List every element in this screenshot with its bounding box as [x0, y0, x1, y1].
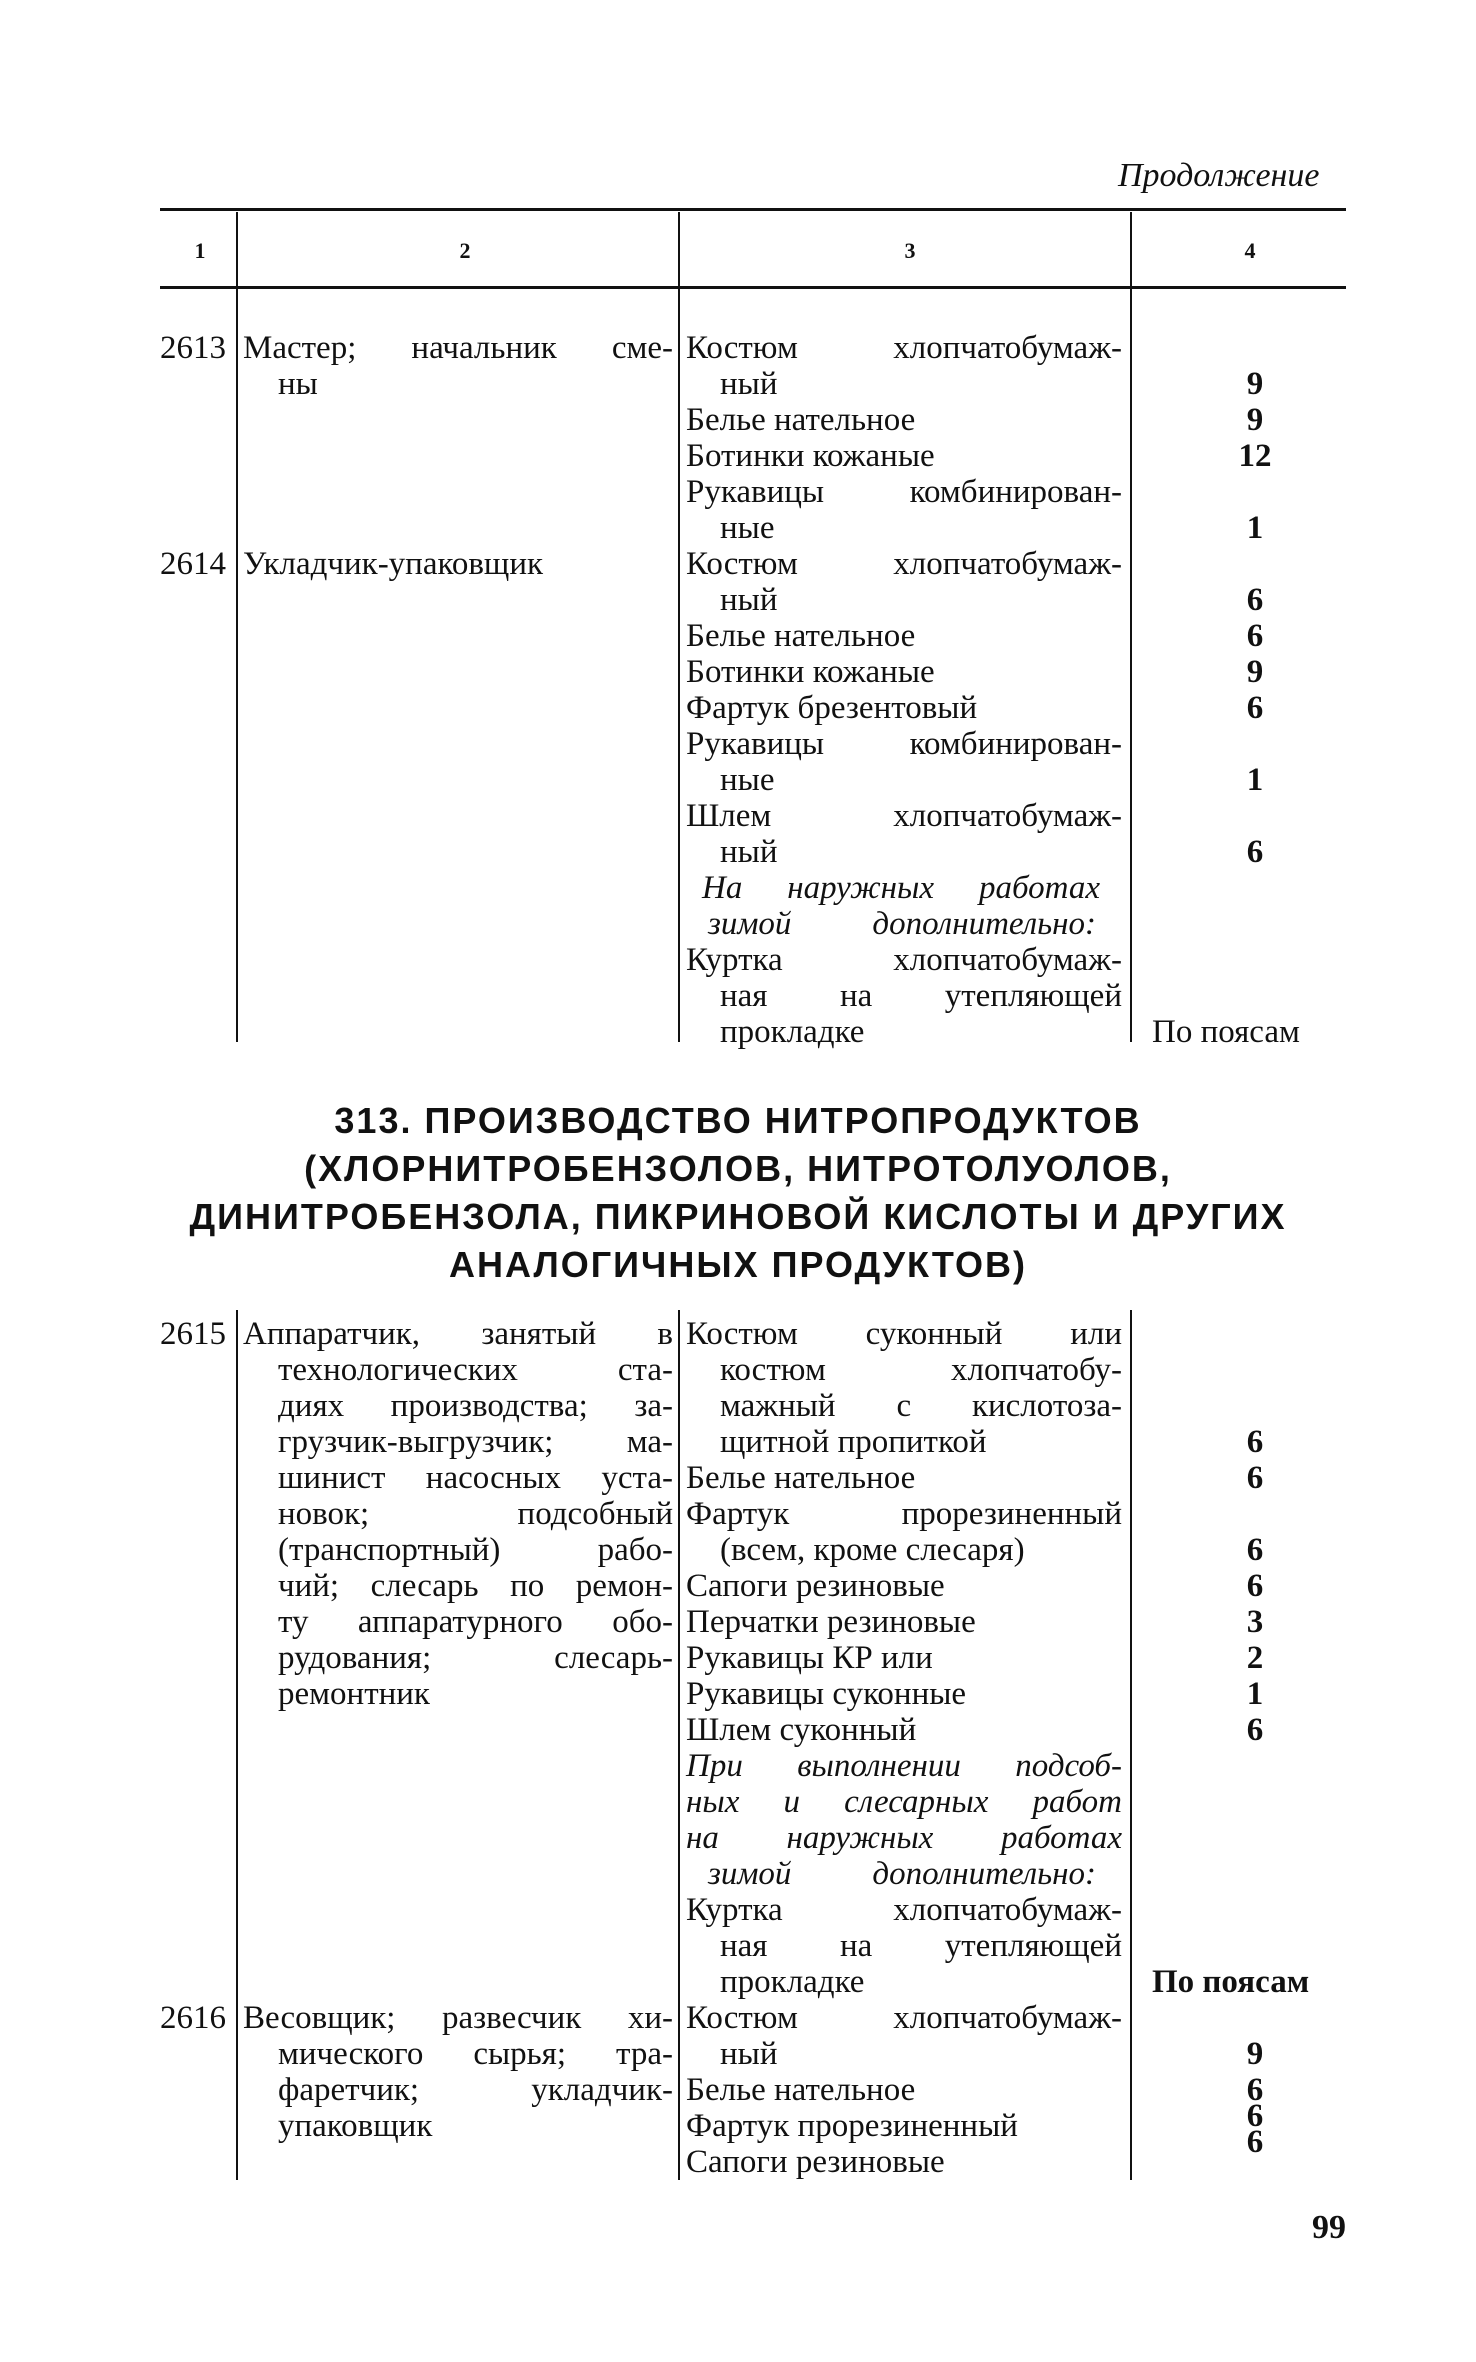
col-header-4: 4: [1244, 238, 1256, 263]
row-code: 2614: [160, 546, 226, 582]
item-line: Рукавицы КР или: [686, 1640, 933, 1676]
item-line: ный: [720, 834, 778, 870]
item-line: Шлем суконный: [686, 1712, 917, 1748]
item-line: Ботинки кожаные: [686, 438, 935, 474]
col-divider: [678, 212, 680, 1042]
item-line: Сапоги резиновые: [686, 2144, 945, 2180]
profession-line: фаретчик; укладчик-: [278, 2072, 673, 2108]
item-line: Белье нательное: [686, 2072, 916, 2108]
item-line: Фартук брезентовый: [686, 690, 978, 726]
item-line: Шлем хлопчатобумаж-: [686, 798, 1122, 834]
item-value: 6: [1246, 1424, 1264, 1460]
item-line: Фартук прорезиненный: [686, 1496, 1122, 1532]
item-line: мажный с кислотоза-: [720, 1388, 1122, 1424]
item-value: По поясам: [1152, 1014, 1300, 1050]
col-divider: [236, 212, 238, 1042]
item-value: 1: [1246, 762, 1264, 798]
profession-line: диях производства; за-: [278, 1388, 673, 1424]
item-note: При выполнении подсоб-: [686, 1748, 1122, 1784]
table-header-rule: [160, 286, 1346, 289]
item-value: 6: [1246, 1568, 1264, 1604]
profession-line: ту аппаратурного обо-: [278, 1604, 673, 1640]
item-value: 6: [1246, 1460, 1264, 1496]
col-header-2: 2: [459, 238, 471, 263]
item-line: Куртка хлопчатобумаж-: [686, 1892, 1122, 1928]
item-value: 6: [1246, 834, 1264, 870]
item-line: ные: [720, 762, 775, 798]
col-header-3: 3: [904, 238, 916, 263]
item-line: Белье нательное: [686, 402, 916, 438]
item-value: 9: [1246, 402, 1264, 438]
item-value: 6: [1246, 690, 1264, 726]
item-value: 1: [1246, 1676, 1264, 1712]
profession-line: Мастер; начальник сме-: [243, 330, 673, 366]
item-value: 6: [1246, 1712, 1264, 1748]
item-line: Рукавицы комбинирован-: [686, 726, 1122, 762]
profession-line: Аппаратчик, занятый в: [243, 1316, 673, 1352]
item-line: ный: [720, 366, 778, 402]
item-note: зимой дополнительно:: [708, 906, 1096, 942]
profession-line: шинист насосных уста-: [278, 1460, 673, 1496]
col-divider: [1130, 1310, 1132, 2180]
profession-line: ремонтник: [278, 1676, 430, 1712]
item-line: Ботинки кожаные: [686, 654, 935, 690]
profession-line: Укладчик-упаковщик: [243, 546, 544, 582]
profession-line: упаковщик: [278, 2108, 433, 2144]
item-line: Костюм хлопчатобумаж-: [686, 2000, 1122, 2036]
profession-line: новок; подсобный: [278, 1496, 673, 1532]
item-line: Костюм суконный или: [686, 1316, 1122, 1352]
item-value: 6: [1246, 1532, 1264, 1568]
item-line: Костюм хлопчатобумаж-: [686, 330, 1122, 366]
col-header-1: 1: [194, 238, 206, 263]
profession-line: (транспортный) рабо-: [278, 1532, 673, 1568]
item-value: 1: [1246, 510, 1264, 546]
item-note: на наружных работах: [686, 1820, 1122, 1856]
item-note: ных и слесарных работ: [686, 1784, 1122, 1820]
profession-line: рудования; слесарь-: [278, 1640, 673, 1676]
row-code: 2613: [160, 330, 226, 366]
section-title-line: ДИНИТРОБЕНЗОЛА, ПИКРИНОВОЙ КИСЛОТЫ И ДРУГИХ: [189, 1196, 1287, 1237]
col-divider: [678, 1310, 680, 2180]
item-line: Фартук прорезиненный: [686, 2108, 1018, 2144]
item-line: прокладке: [720, 1964, 865, 2000]
item-line: ная на утепляющей: [720, 1928, 1122, 1964]
item-line: Рукавицы суконные: [686, 1676, 967, 1712]
item-value: 9: [1246, 366, 1264, 402]
section-title-line: (ХЛОРНИТРОБЕНЗОЛОВ, НИТРОТОЛУОЛОВ,: [304, 1148, 1172, 1189]
item-value: 12: [1238, 438, 1272, 474]
item-value: По поясам: [1152, 1964, 1310, 2000]
item-value: 2: [1246, 1640, 1264, 1676]
profession-line: ны: [278, 366, 318, 402]
item-value: 6: [1246, 2098, 1264, 2134]
item-note: зимой дополнительно:: [708, 1856, 1096, 1892]
item-value: 6: [1246, 2072, 1264, 2108]
item-line: Костюм хлопчатобумаж-: [686, 546, 1122, 582]
profession-line: Весовщик; развесчик хи-: [243, 2000, 673, 2036]
section-title-line: 313. ПРОИЗВОДСТВО НИТРОПРОДУКТОВ: [334, 1100, 1142, 1141]
item-line: (всем, кроме слесаря): [720, 1532, 1025, 1568]
item-line: Перчатки резиновые: [686, 1604, 976, 1640]
col-divider: [1130, 212, 1132, 1042]
item-line: ный: [720, 582, 778, 618]
page-number: 99: [1312, 2209, 1346, 2246]
item-value: 3: [1246, 1604, 1264, 1640]
item-line: ные: [720, 510, 775, 546]
item-line: Куртка хлопчатобумаж-: [686, 942, 1122, 978]
item-value: 6: [1246, 618, 1264, 654]
item-value: 6: [1246, 2124, 1264, 2160]
table-top-rule: [160, 208, 1346, 211]
row-code: 2616: [160, 2000, 226, 2036]
item-line: Белье нательное: [686, 618, 916, 654]
item-value: 9: [1246, 2036, 1264, 2072]
item-line: Сапоги резиновые: [686, 1568, 945, 1604]
profession-line: технологических ста-: [278, 1352, 673, 1388]
section-title-line: АНАЛОГИЧНЫХ ПРОДУКТОВ): [449, 1244, 1027, 1285]
item-value: 6: [1246, 582, 1264, 618]
item-line: костюм хлопчатобу-: [720, 1352, 1122, 1388]
item-note: На наружных работах: [702, 870, 1100, 906]
profession-line: чий; слесарь по ремон-: [278, 1568, 673, 1604]
profession-line: грузчик-выгрузчик; ма-: [278, 1424, 673, 1460]
col-divider: [236, 1310, 238, 2180]
item-line: Рукавицы комбинирован-: [686, 474, 1122, 510]
item-line: ный: [720, 2036, 778, 2072]
item-line: ная на утепляющей: [720, 978, 1122, 1014]
item-value: 9: [1246, 654, 1264, 690]
item-line: щитной пропиткой: [720, 1424, 987, 1460]
item-line: Белье нательное: [686, 1460, 916, 1496]
row-code: 2615: [160, 1316, 226, 1352]
profession-line: мического сырья; тра-: [278, 2036, 673, 2072]
item-line: прокладке: [720, 1014, 865, 1050]
continuation-label: Продолжение: [1118, 157, 1320, 194]
